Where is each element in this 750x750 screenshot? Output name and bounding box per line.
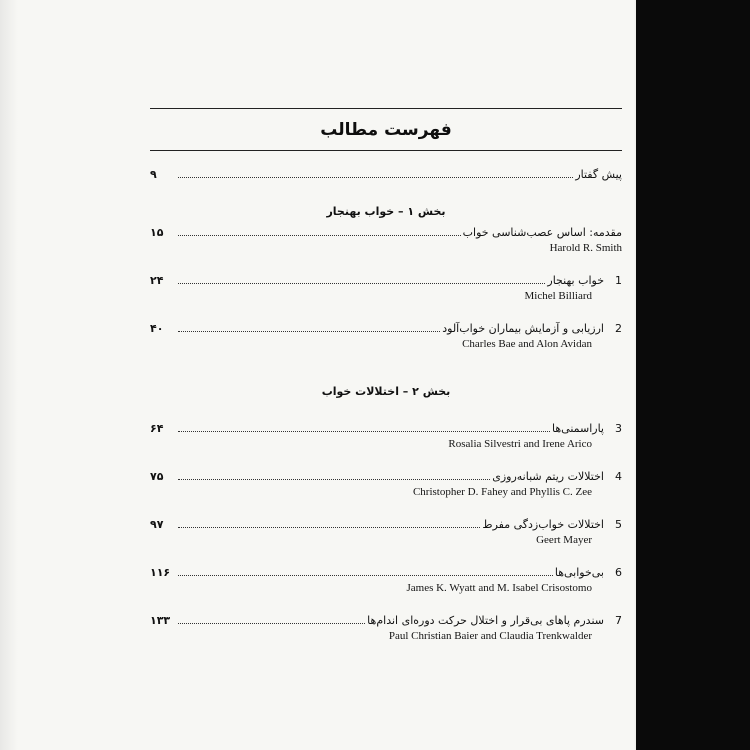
dot-leader bbox=[178, 321, 440, 332]
dot-leader bbox=[178, 167, 573, 178]
page-number: ۲۴ bbox=[150, 274, 164, 287]
entry-title: پاراسمنی‌ها bbox=[552, 422, 604, 435]
entry-title: خواب بهنجار bbox=[547, 274, 604, 287]
toc-entry-preface[interactable] bbox=[150, 167, 622, 183]
table-of-contents bbox=[150, 108, 622, 643]
entry-author: Michel Billiard bbox=[524, 290, 592, 302]
chapter-number: 2 bbox=[615, 322, 622, 335]
page-number: ۴۰ bbox=[150, 322, 164, 335]
toc-entry-intro[interactable] bbox=[150, 225, 622, 255]
chapter-number: 6 bbox=[615, 566, 622, 579]
toc-entry-chapter-4[interactable] bbox=[150, 469, 622, 499]
toc-entry-chapter-7[interactable] bbox=[150, 613, 622, 643]
entry-author: Paul Christian Baier and Claudia Trenkwalder bbox=[388, 630, 592, 642]
entry-author: James K. Wyatt and M. Isabel Crisostomo bbox=[406, 582, 592, 594]
entry-title: اختلالات خواب‌زدگی مفرط bbox=[482, 518, 604, 531]
section-heading-1: بخش ۱ – خواب بهنجار bbox=[326, 205, 446, 218]
toc-entry-chapter-2[interactable] bbox=[150, 321, 622, 351]
page-shadow bbox=[0, 0, 18, 750]
entry-title: پیش گفتار bbox=[575, 168, 622, 181]
entry-title: مقدمه: اساس عصب‌شناسی خواب bbox=[462, 226, 622, 239]
title-block bbox=[150, 109, 622, 150]
toc-entry-chapter-5[interactable] bbox=[150, 517, 622, 547]
dot-leader bbox=[178, 469, 490, 480]
entry-author: Geert Mayer bbox=[536, 534, 592, 546]
chapter-number: 4 bbox=[615, 470, 622, 483]
page-number: ۷۵ bbox=[150, 470, 164, 483]
section-heading-2: بخش ۲ – اختلالات خواب bbox=[321, 385, 451, 398]
page-number: ۱۵ bbox=[150, 226, 164, 239]
chapter-number: 3 bbox=[615, 422, 622, 435]
page-number: ۹۷ bbox=[150, 518, 164, 531]
dot-leader bbox=[178, 225, 461, 236]
page-number: ۹ bbox=[150, 168, 157, 181]
entry-title: بی‌خوابی‌ها bbox=[554, 566, 604, 579]
page-number: ۱۱۶ bbox=[150, 566, 171, 579]
entry-title: سندرم پاهای بی‌قرار و اختلال حرکت دوره‌ای اندام‌ها bbox=[367, 614, 604, 627]
chapter-number: 7 bbox=[615, 614, 622, 627]
dot-leader bbox=[178, 613, 365, 624]
dot-leader bbox=[178, 273, 545, 284]
entry-title: ارزیابی و آزمایش بیماران خواب‌آلود bbox=[442, 322, 604, 335]
page-title: فهرست مطالب bbox=[320, 119, 452, 140]
entry-author: Harold R. Smith bbox=[549, 242, 622, 254]
toc-entry-chapter-6[interactable] bbox=[150, 565, 622, 595]
entry-author: Charles Bae and Alon Avidan bbox=[462, 338, 592, 350]
chapter-number: 5 bbox=[615, 518, 622, 531]
dot-leader bbox=[178, 421, 550, 432]
entry-author: Rosalia Silvestri and Irene Arico bbox=[448, 438, 592, 450]
toc-entry-chapter-1[interactable] bbox=[150, 273, 622, 303]
dot-leader bbox=[178, 517, 480, 528]
entry-title: اختلالات ریتم شبانه‌روزی bbox=[492, 470, 604, 483]
toc-entry-chapter-3[interactable] bbox=[150, 421, 622, 451]
page-number: ۶۴ bbox=[150, 422, 164, 435]
entry-author: Christopher D. Fahey and Phyllis C. Zee bbox=[412, 486, 592, 498]
book-spine bbox=[636, 0, 750, 750]
dot-leader bbox=[178, 565, 553, 576]
chapter-number: 1 bbox=[615, 274, 622, 287]
page-number: ۱۳۳ bbox=[150, 614, 171, 627]
